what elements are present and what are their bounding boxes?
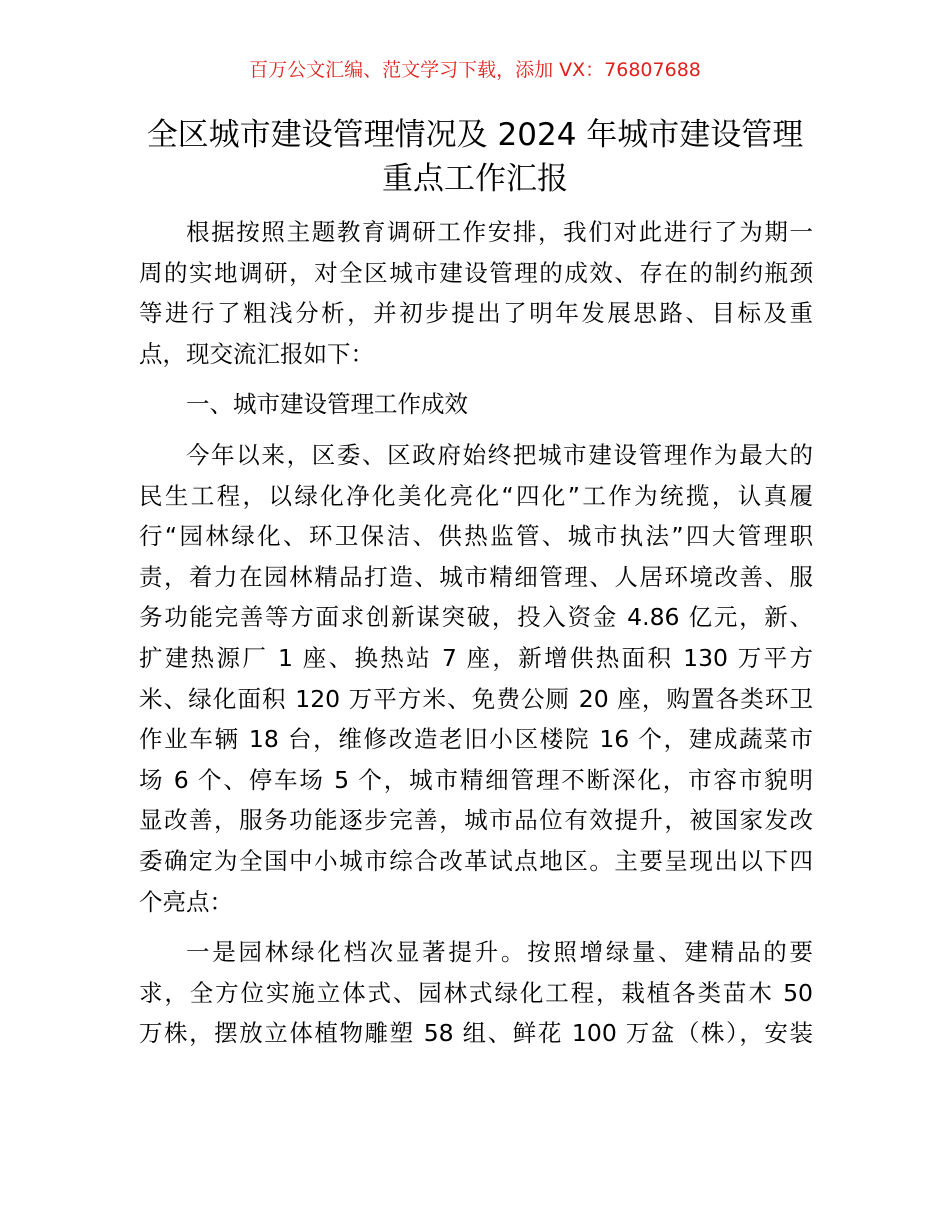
document-title xyxy=(120,113,830,201)
text-line: 委确定为全国中小城市综合改革试点地区。主要呈现出以下四 xyxy=(139,846,813,875)
text-line: 米、绿化面积 120 万平方米、免费公厕 20 座，购置各类环卫 xyxy=(139,684,813,713)
text-line: 作业车辆 18 台，维修改造老旧小区楼院 16 个，建成蔬菜市 xyxy=(139,725,813,754)
text-line: 求，全方位实施立体式、园林式绿化工程，栽植各类苗木 50 xyxy=(139,978,813,1007)
text-line: 一是园林绿化档次显著提升。按照增绿量、建精品的要 xyxy=(186,938,813,967)
text-line: 场 6 个、停车场 5 个，城市精细管理不断深化，市容市貌明 xyxy=(139,765,813,794)
text-line: 责，着力在园林精品打造、城市精细管理、人居环境改善、服 xyxy=(139,562,813,591)
body-paragraph xyxy=(139,932,813,1054)
text-line: 周的实地调研，对全区城市建设管理的成效、存在的制约瓶颈 xyxy=(139,258,813,287)
text-line: 万株，摆放立体植物雕塑 58 组、鲜花 100 万盆（株），安装 xyxy=(139,1019,813,1048)
title-line-1: 全区城市建设管理情况及 2024 年城市建设管理 xyxy=(146,117,804,153)
text-line: 扩建热源厂 1 座、换热站 7 座，新增供热面积 130 万平方 xyxy=(139,643,813,672)
body-paragraph xyxy=(139,435,813,922)
text-line: 点，现交流汇报如下： xyxy=(139,339,374,368)
section-heading xyxy=(139,384,813,425)
text-line: 显改善，服务功能逐步完善，城市品位有效提升，被国家发改 xyxy=(139,806,813,835)
text-line: 务功能完善等方面求创新谋突破，投入资金 4.86 亿元，新、 xyxy=(139,603,813,632)
text-line: 个亮点： xyxy=(139,887,233,916)
text-line: 民生工程，以绿化净化美化亮化“四化”工作为统揽，认真履 xyxy=(139,481,813,510)
section-heading-text: 一、城市建设管理工作成效 xyxy=(186,390,468,419)
text-line: 等进行了粗浅分析，并初步提出了明年发展思路、目标及重 xyxy=(139,299,813,328)
document-body xyxy=(139,212,813,1054)
watermark-header: 百万公文汇编、范文学习下载，添加 VX：76807688 xyxy=(249,59,701,81)
text-line: 今年以来，区委、区政府始终把城市建设管理作为最大的 xyxy=(186,440,813,469)
intro-paragraph xyxy=(139,212,813,374)
title-line-2: 重点工作汇报 xyxy=(382,161,568,197)
text-line: 行“园林绿化、环卫保洁、供热监管、城市执法”四大管理职 xyxy=(139,522,813,551)
text-line: 根据按照主题教育调研工作安排，我们对此进行了为期一 xyxy=(186,218,813,246)
